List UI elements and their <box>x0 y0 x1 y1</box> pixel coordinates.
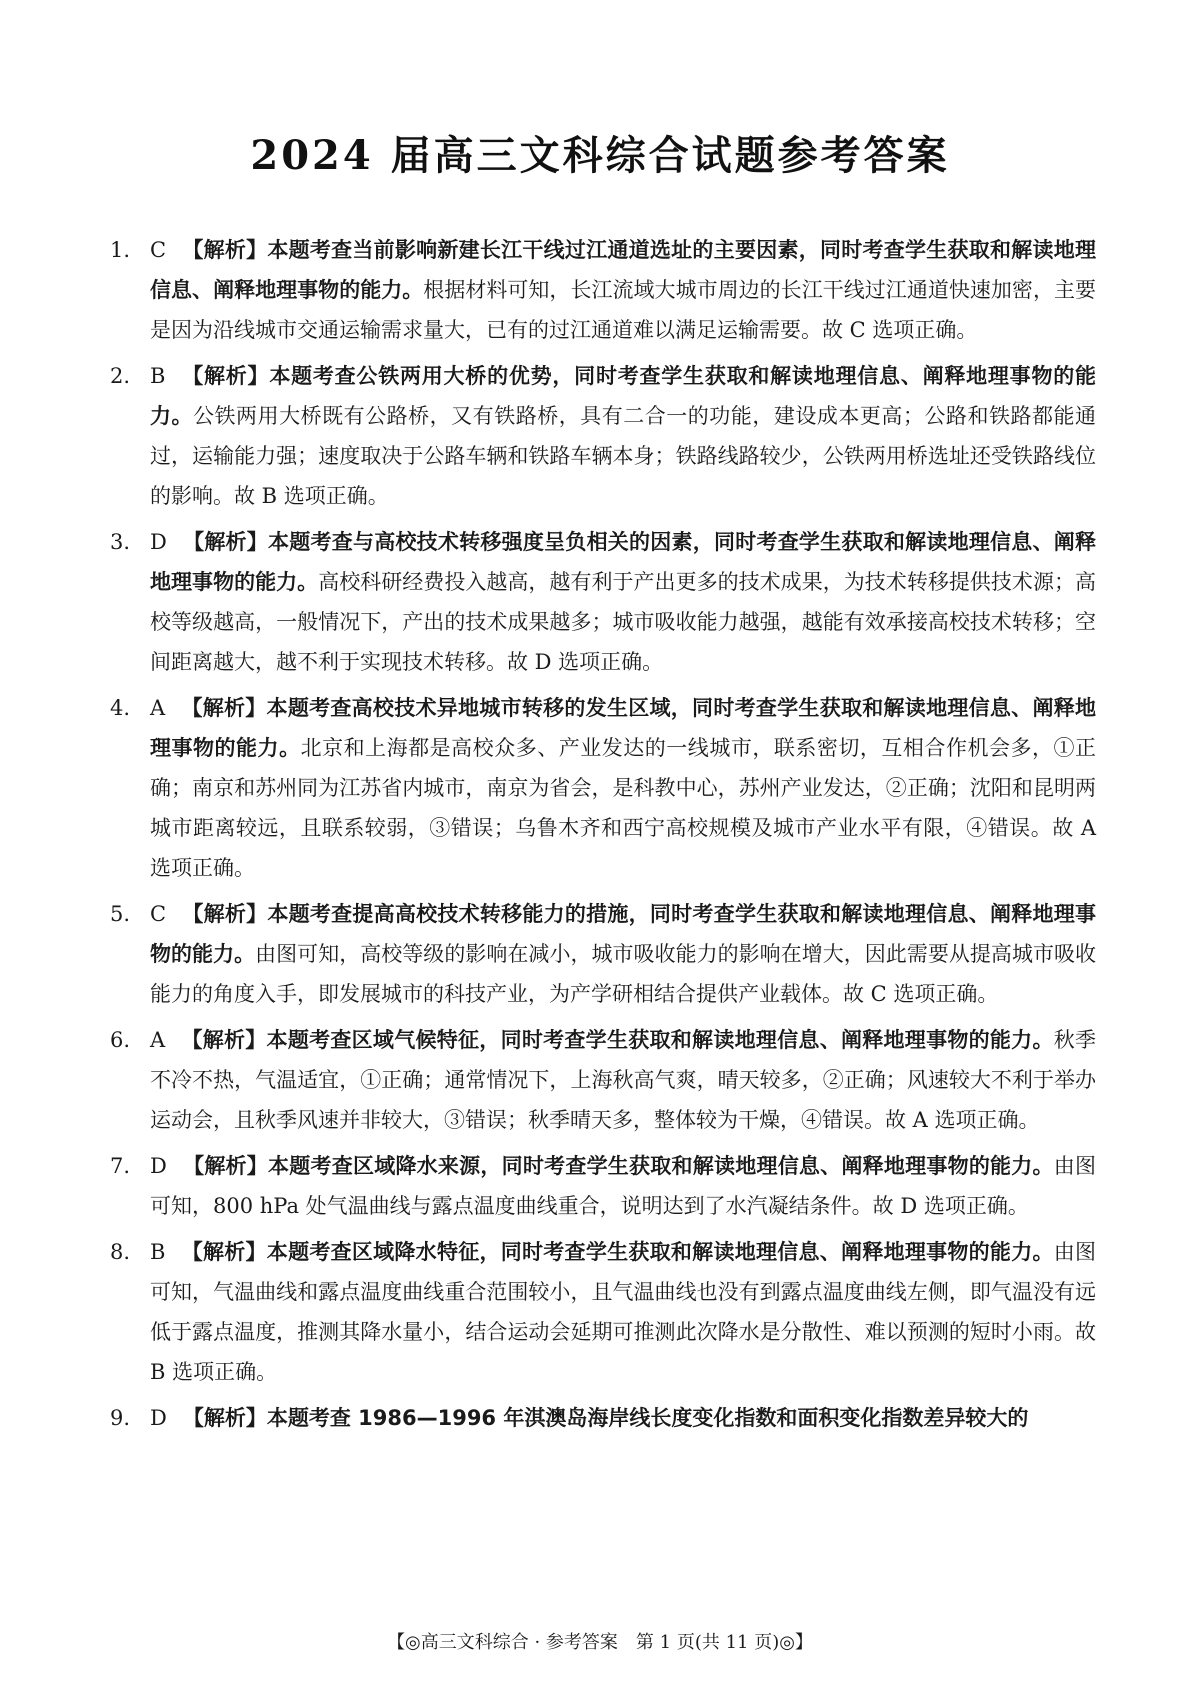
analysis-body: 北京和上海都是高校众多、产业发达的一线城市，联系密切，互相合作机会多，①正确；南京和苏州同为江苏省内城市，南京为省会，是科教中心，苏州产业发达，②正确；沈阳和昆明两城市距离较远，且联系较弱，③错误；乌鲁木齐和西宁高校规模及城市产业水平有限，④错误。故 A 选项正确。 <box>150 736 1097 880</box>
question-number: 5. <box>110 902 131 926</box>
analysis-lead: 本题考查高校技术异地城市转移的发生区域，同时考查学生获取和解读地理信息、阐释地理事物的能力。 <box>150 696 1096 760</box>
analysis-lead: 本题考查当前影响新建长江干线过江通道选址的主要因素，同时考查学生获取和解读地理信息、阐释地理事物的能力。 <box>150 238 1097 302</box>
answer-item <box>110 1232 1096 1392</box>
answer-letter: A <box>150 696 166 720</box>
answer-letter: B <box>150 1240 166 1264</box>
answer-letter: D <box>150 530 167 554</box>
question-number: 6. <box>110 1028 131 1052</box>
question-number: 2. <box>110 364 131 388</box>
answer-letter: C <box>150 902 167 926</box>
question-number: 7. <box>110 1154 131 1178</box>
footer-text: 高三文科综合 · 参考答案 第 1 页(共 11 页) <box>420 1632 780 1653</box>
analysis-tag: 【解析】 <box>181 364 270 388</box>
analysis-lead: 本题考查区域降水来源，同时考查学生获取和解读地理信息、阐释地理事物的能力。 <box>268 1154 1054 1178</box>
analysis-body: 由图可知，气温曲线和露点温度曲线重合范围较小，且气温曲线也没有到露点温度曲线左侧，即气温没有远低于露点温度，推测其降水量小，结合运动会延期可推测此次降水是分散性、难以预测的短时小雨。故 B 选项正确。 <box>150 1240 1097 1384</box>
answer-letter: D <box>150 1154 167 1178</box>
question-number: 1. <box>110 238 131 262</box>
answer-item <box>110 1020 1096 1140</box>
analysis-tag: 【解析】 <box>181 696 267 720</box>
analysis-body: 由图可知，高校等级的影响在减小，城市吸收能力的影响在增大，因此需要从提高城市吸收能力的角度入手，即发展城市的科技产业，为产学研相结合提供产业载体。故 C 选项正确。 <box>150 942 1097 1006</box>
question-number: 4. <box>110 696 131 720</box>
answer-item <box>110 894 1096 1014</box>
analysis-tag: 【解析】 <box>181 1028 267 1052</box>
analysis-lead: 本题考查与高校技术转移强度呈负相关的因素，同时考查学生获取和解读地理信息、阐释地理事物的能力。 <box>150 530 1097 594</box>
answer-item <box>110 688 1096 888</box>
analysis-lead: 本题考查区域降水特征，同时考查学生获取和解读地理信息、阐释地理事物的能力。 <box>266 1240 1054 1264</box>
answer-item <box>110 356 1096 516</box>
footer-close-bracket: 】 <box>794 1632 813 1653</box>
page-title: 2024 届高三文科综合试题参考答案 <box>250 132 950 179</box>
analysis-tag: 【解析】 <box>182 1406 267 1430</box>
answer-item <box>110 1398 1096 1438</box>
analysis-tag: 【解析】 <box>181 1240 267 1264</box>
question-number: 3. <box>110 530 131 554</box>
answer-letter: A <box>150 1028 166 1052</box>
analysis-tag: 【解析】 <box>182 238 268 262</box>
analysis-body: 由图可知，800 hPa 处气温曲线与露点温度曲线重合，说明达到了水汽凝结条件。故 D 选项正确。 <box>150 1154 1097 1218</box>
analysis-body: 公铁两用大桥既有公路桥，又有铁路桥，具有二合一的功能，建设成本更高；公路和铁路都能通过，运输能力强；速度取决于公路车辆和铁路车辆本身；铁路线路较少，公铁两用桥选址还受铁路线位的影响。故 B 选项正确。 <box>150 404 1097 508</box>
answer-letter: B <box>150 364 166 388</box>
question-number: 9. <box>110 1406 131 1430</box>
analysis-tag: 【解析】 <box>182 530 269 554</box>
question-number: 8. <box>110 1240 131 1264</box>
analysis-lead: 本题考查公铁两用大桥的优势，同时考查学生获取和解读地理信息、阐释地理事物的能力。 <box>150 364 1097 428</box>
answer-letter: D <box>150 1406 167 1430</box>
answer-item <box>110 522 1096 682</box>
analysis-lead: 本题考查 1986—1996 年淇澳岛海岸线长度变化指数和面积变化指数差异较大的 <box>266 1406 1029 1430</box>
answer-list <box>110 230 1096 1444</box>
answer-letter: C <box>150 238 167 262</box>
footer-logo-icon: ◎ <box>779 1632 795 1653</box>
analysis-tag: 【解析】 <box>182 1154 269 1178</box>
analysis-tag: 【解析】 <box>182 902 268 926</box>
analysis-lead: 本题考查提高高校技术转移能力的措施，同时考查学生获取和解读地理信息、阐释地理事物的能力。 <box>150 902 1097 966</box>
analysis-body: 高校科研经费投入越高，越有利于产出更多的技术成果，为技术转移提供技术源；高校等级越高，一般情况下，产出的技术成果越多；城市吸收能力越强，越能有效承接高校技术转移；空间距离越大，越不利于实现技术转移。故 D 选项正确。 <box>150 570 1097 674</box>
analysis-body: 秋季不冷不热，气温适宜，①正确；通常情况下，上海秋高气爽，晴天较多，②正确；风速较大不利于举办运动会，且秋季风速并非较大，③错误；秋季晴天多，整体较为干燥，④错误。故 A 选项正确。 <box>150 1028 1097 1132</box>
footer-logo-icon: ◎ <box>405 1632 421 1653</box>
analysis-lead: 本题考查区域气候特征，同时考查学生获取和解读地理信息、阐释地理事物的能力。 <box>266 1028 1054 1052</box>
footer-open-bracket: 【 <box>387 1632 406 1653</box>
answer-item <box>110 230 1096 350</box>
analysis-body: 根据材料可知，长江流域大城市周边的长江干线过江通道快速加密，主要是因为沿线城市交通运输需求量大，已有的过江通道难以满足运输需要。故 C 选项正确。 <box>150 278 1096 342</box>
answer-item <box>110 1146 1096 1226</box>
page-footer <box>0 1630 1200 1656</box>
